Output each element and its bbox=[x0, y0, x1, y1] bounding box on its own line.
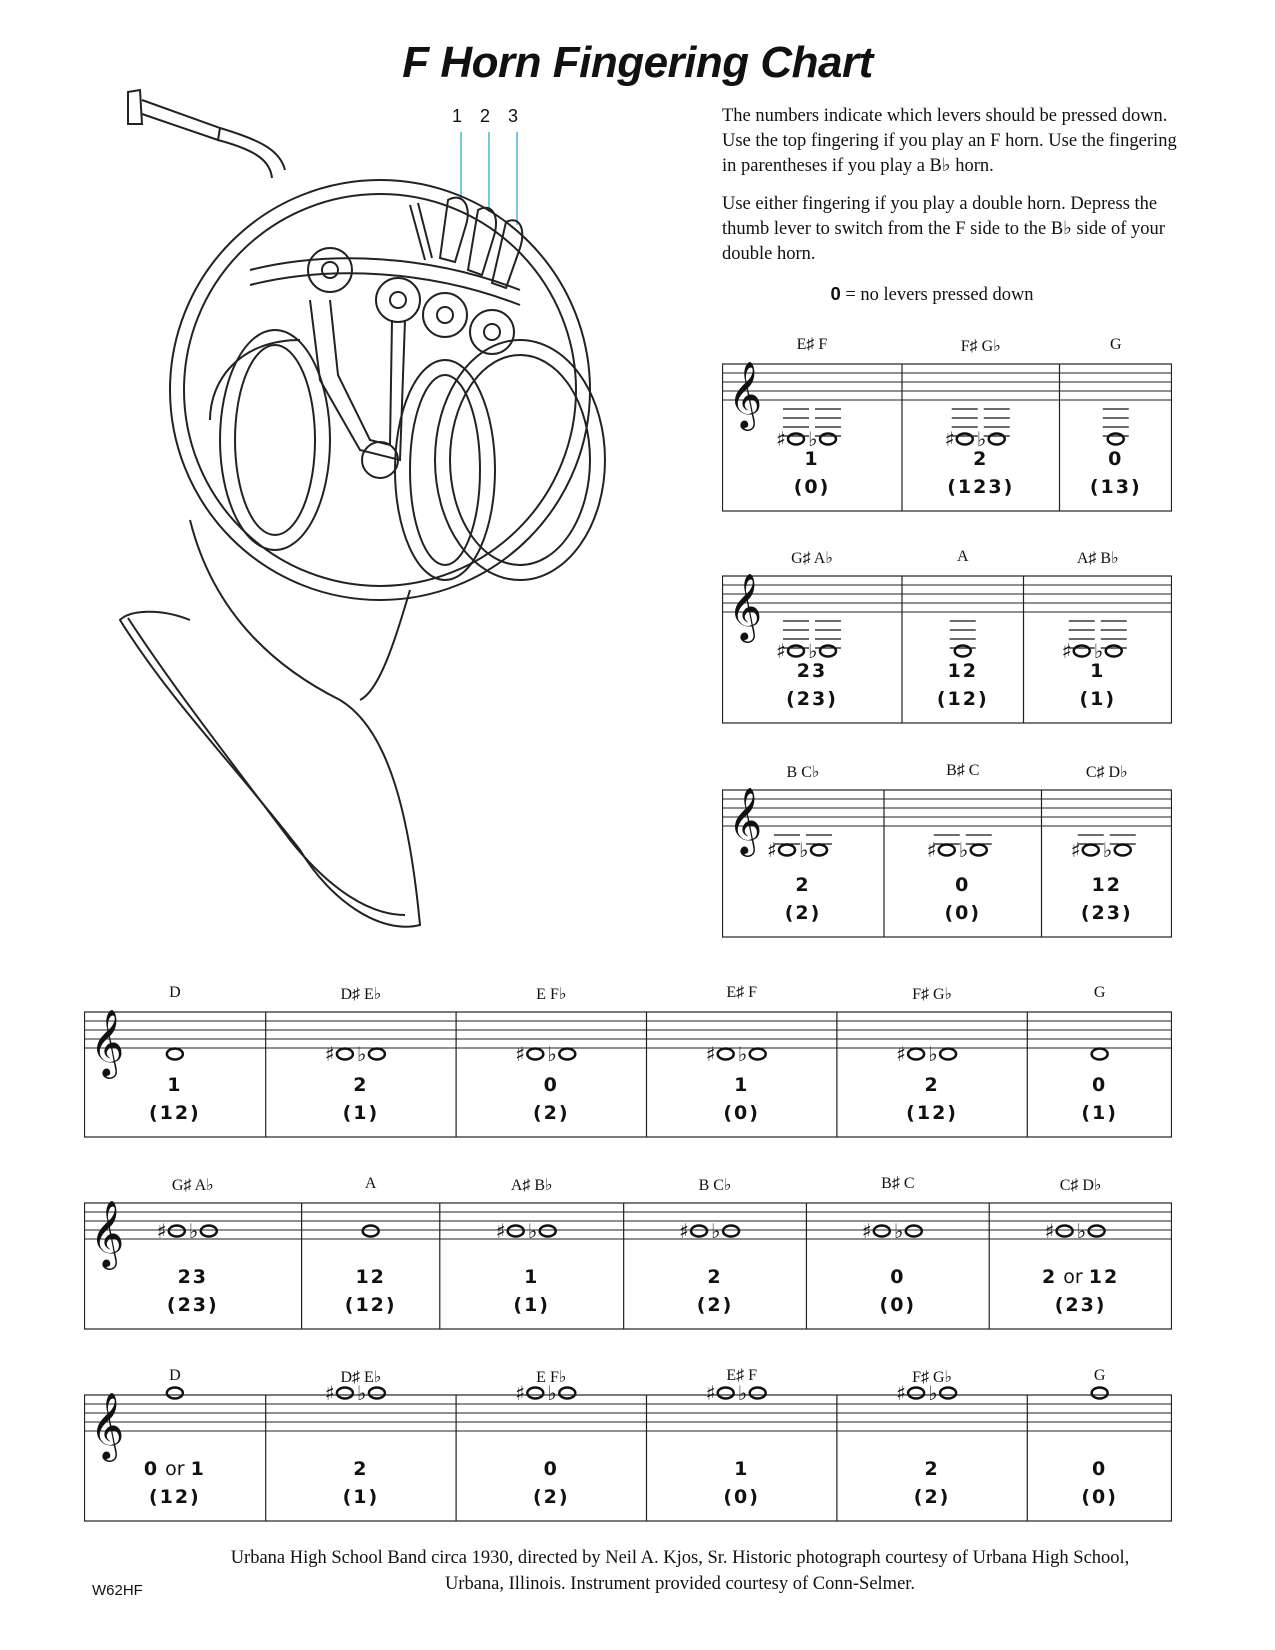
fingering-chart-1 bbox=[722, 336, 1172, 512]
flat-icon: ♭ bbox=[711, 1219, 721, 1243]
note-head bbox=[527, 1049, 543, 1060]
fingering-f-horn: 2 bbox=[795, 874, 811, 896]
flat-icon: ♭ bbox=[799, 838, 809, 862]
note-names: E F♭ bbox=[536, 986, 567, 1003]
note-head bbox=[1108, 434, 1124, 445]
note-names: D bbox=[169, 1367, 181, 1384]
note-head bbox=[820, 434, 836, 445]
fingering-bflat-horn: (23) bbox=[166, 1294, 219, 1316]
fingering-f-horn: 0 bbox=[1108, 448, 1124, 470]
fingering-f-horn: 12 bbox=[1091, 874, 1122, 896]
note-head bbox=[167, 1049, 183, 1060]
lever-number-2: 2 bbox=[480, 106, 491, 126]
fingering-f-horn: 2 bbox=[924, 1458, 940, 1480]
sharp-icon: ♯ bbox=[776, 639, 786, 663]
note-head bbox=[908, 1049, 924, 1060]
fingering-bflat-horn: (13) bbox=[1089, 476, 1142, 498]
sharp-icon: ♯ bbox=[495, 1219, 506, 1243]
fingering-bflat-horn: (123) bbox=[947, 476, 1015, 498]
note-names: D♯ E♭ bbox=[340, 1369, 382, 1386]
note-head bbox=[559, 1388, 575, 1399]
fingering-bflat-horn: (1) bbox=[1079, 688, 1117, 710]
fingering-bflat-horn: (0) bbox=[879, 1294, 917, 1316]
fingering-f-horn: 0 bbox=[543, 1458, 559, 1480]
note-head bbox=[957, 434, 973, 445]
fingering-f-horn: 0 or 1 bbox=[143, 1458, 206, 1480]
note-names: D♯ E♭ bbox=[340, 986, 382, 1003]
note-names: A♯ B♭ bbox=[1076, 550, 1119, 567]
note-names: D bbox=[169, 984, 181, 1001]
fingering-chart-2 bbox=[722, 548, 1172, 724]
sharp-icon: ♯ bbox=[515, 1381, 525, 1405]
flat-icon: ♭ bbox=[188, 1219, 199, 1243]
fingering-bflat-horn: (2) bbox=[784, 902, 822, 924]
treble-clef-icon: 𝄞 bbox=[90, 1008, 125, 1076]
intro-text bbox=[722, 104, 1192, 280]
note-head bbox=[691, 1226, 707, 1237]
french-horn-illustration bbox=[110, 80, 700, 940]
flat-icon: ♭ bbox=[737, 1042, 748, 1066]
fingering-bflat-horn: (0) bbox=[723, 1102, 760, 1124]
flat-icon: ♭ bbox=[527, 1219, 538, 1243]
fingering-bflat-horn: (1) bbox=[513, 1294, 550, 1316]
sharp-icon: ♯ bbox=[776, 427, 786, 451]
note-head bbox=[723, 1226, 739, 1237]
fingering-f-horn: 1 bbox=[804, 448, 820, 470]
fingering-f-horn: 0 bbox=[890, 1266, 906, 1288]
note-names: E F♭ bbox=[536, 1369, 567, 1386]
legend-zero: 0 bbox=[830, 283, 841, 304]
fingering-f-horn: 2 bbox=[924, 1074, 940, 1096]
fingering-chart-5 bbox=[84, 1175, 1172, 1330]
note-head bbox=[337, 1049, 353, 1060]
flat-icon: ♭ bbox=[808, 639, 818, 663]
fingering-f-horn: 2 or 12 bbox=[1041, 1266, 1120, 1288]
fingering-f-horn: 2 bbox=[353, 1074, 369, 1096]
note-names: G♯ A♭ bbox=[791, 550, 833, 567]
note-names: E♯ F bbox=[726, 1367, 758, 1384]
sharp-icon: ♯ bbox=[1061, 639, 1072, 663]
fingering-f-horn: 12 bbox=[947, 660, 978, 682]
fingering-bflat-horn: (12) bbox=[344, 1294, 397, 1316]
note-head bbox=[788, 646, 804, 657]
fingering-bflat-horn: (1) bbox=[1081, 1102, 1118, 1124]
fingering-f-horn: 1 bbox=[167, 1074, 183, 1096]
note-head bbox=[508, 1226, 524, 1237]
note-names: A♯ B♭ bbox=[510, 1177, 553, 1194]
note-names: A bbox=[364, 1175, 377, 1192]
fingering-f-horn: 0 bbox=[543, 1074, 559, 1096]
fingering-f-horn: 23 bbox=[177, 1266, 209, 1288]
sharp-icon: ♯ bbox=[944, 427, 955, 451]
sharp-icon: ♯ bbox=[896, 1042, 906, 1066]
note-names: C♯ D♭ bbox=[1085, 764, 1128, 781]
fingering-f-horn: 1 bbox=[734, 1074, 750, 1096]
fingering-f-horn: 23 bbox=[796, 660, 828, 682]
legend bbox=[722, 283, 1142, 306]
note-names: G bbox=[1093, 984, 1106, 1001]
note-head bbox=[369, 1388, 385, 1399]
fingering-f-horn: 0 bbox=[955, 874, 971, 896]
sharp-icon: ♯ bbox=[515, 1042, 525, 1066]
intro-paragraph-1: The numbers indicate which levers should be pressed down. Use the top fingering if you play an F horn. Use the fingering in parentheses if you play a B♭ horn. bbox=[722, 106, 1177, 176]
note-head bbox=[1074, 646, 1090, 657]
flat-icon: ♭ bbox=[1076, 1219, 1087, 1243]
fingering-bflat-horn: (12) bbox=[936, 688, 989, 710]
flat-icon: ♭ bbox=[976, 427, 987, 451]
fingering-bflat-horn: (23) bbox=[1054, 1294, 1107, 1316]
note-head bbox=[369, 1049, 385, 1060]
note-head bbox=[1057, 1226, 1073, 1237]
sharp-icon: ♯ bbox=[324, 1381, 335, 1405]
flat-icon: ♭ bbox=[1102, 838, 1113, 862]
note-names: E♯ F bbox=[726, 984, 758, 1001]
treble-clef-icon: 𝄞 bbox=[728, 572, 763, 640]
flat-icon: ♭ bbox=[958, 838, 969, 862]
fingering-chart-6 bbox=[84, 1367, 1172, 1522]
flat-icon: ♭ bbox=[928, 1042, 938, 1066]
note-head bbox=[1092, 1388, 1108, 1399]
sharp-icon: ♯ bbox=[861, 1219, 872, 1243]
fingering-bflat-horn: (12) bbox=[148, 1102, 201, 1124]
flat-icon: ♭ bbox=[893, 1219, 904, 1243]
flat-icon: ♭ bbox=[547, 1381, 557, 1405]
note-names: B♯ C bbox=[946, 762, 980, 779]
note-names: B C♭ bbox=[698, 1177, 732, 1194]
fingering-f-horn: 0 bbox=[1092, 1074, 1108, 1096]
fingering-bflat-horn: (1) bbox=[342, 1486, 380, 1508]
lever-number-3: 3 bbox=[508, 106, 519, 126]
sharp-icon: ♯ bbox=[1070, 838, 1081, 862]
note-head bbox=[718, 1049, 734, 1060]
fingering-f-horn: 2 bbox=[973, 448, 989, 470]
note-names: A bbox=[956, 548, 969, 565]
note-head bbox=[559, 1049, 575, 1060]
sharp-icon: ♯ bbox=[705, 1381, 716, 1405]
sharp-icon: ♯ bbox=[679, 1219, 689, 1243]
flat-icon: ♭ bbox=[1093, 639, 1104, 663]
note-names: C♯ D♭ bbox=[1059, 1177, 1102, 1194]
note-head bbox=[788, 434, 804, 445]
note-head bbox=[971, 845, 987, 856]
note-head bbox=[1106, 646, 1122, 657]
legend-text: = no levers pressed down bbox=[845, 285, 1034, 305]
note-head bbox=[940, 1049, 956, 1060]
note-names: G bbox=[1093, 1367, 1106, 1384]
fingering-f-horn: 1 bbox=[524, 1266, 540, 1288]
treble-clef-icon: 𝄞 bbox=[728, 360, 763, 428]
fingering-f-horn: 1 bbox=[734, 1458, 750, 1480]
fingering-bflat-horn: (0) bbox=[944, 902, 982, 924]
note-head bbox=[750, 1049, 766, 1060]
fingering-bflat-horn: (1) bbox=[342, 1102, 380, 1124]
sharp-icon: ♯ bbox=[767, 838, 777, 862]
intro-paragraph-2: Use either fingering if you play a double horn. Depress the thumb lever to switch from the F side to the B♭ side of your double horn. bbox=[722, 194, 1165, 264]
note-head bbox=[908, 1388, 924, 1399]
sharp-icon: ♯ bbox=[1044, 1219, 1055, 1243]
note-head bbox=[337, 1388, 353, 1399]
flat-icon: ♭ bbox=[808, 427, 818, 451]
note-head bbox=[955, 646, 971, 657]
note-head bbox=[1089, 1226, 1105, 1237]
note-head bbox=[939, 845, 955, 856]
note-names: B♯ C bbox=[881, 1175, 915, 1192]
sharp-icon: ♯ bbox=[705, 1042, 716, 1066]
note-head bbox=[363, 1226, 379, 1237]
note-head bbox=[989, 434, 1005, 445]
note-head bbox=[201, 1226, 217, 1237]
flat-icon: ♭ bbox=[356, 1042, 367, 1066]
note-names: B C♭ bbox=[786, 764, 820, 781]
note-head bbox=[169, 1226, 185, 1237]
treble-clef-icon: 𝄞 bbox=[90, 1199, 125, 1267]
fingering-bflat-horn: (0) bbox=[723, 1486, 760, 1508]
treble-clef-icon: 𝄞 bbox=[90, 1391, 125, 1459]
note-head bbox=[906, 1226, 922, 1237]
fingering-f-horn: 2 bbox=[353, 1458, 369, 1480]
fingering-f-horn: 0 bbox=[1092, 1458, 1108, 1480]
product-code: W62HF bbox=[92, 1582, 143, 1599]
note-head bbox=[540, 1226, 556, 1237]
sharp-icon: ♯ bbox=[156, 1219, 167, 1243]
note-head bbox=[167, 1388, 183, 1399]
sharp-icon: ♯ bbox=[926, 838, 937, 862]
fingering-bflat-horn: (23) bbox=[786, 688, 838, 710]
lever-number-1: 1 bbox=[452, 106, 463, 126]
fingering-f-horn: 12 bbox=[355, 1266, 386, 1288]
note-head bbox=[874, 1226, 890, 1237]
fingering-bflat-horn: (12) bbox=[906, 1102, 958, 1124]
fingering-bflat-horn: (2) bbox=[913, 1486, 951, 1508]
fingering-bflat-horn: (12) bbox=[148, 1486, 201, 1508]
fingering-f-horn: 2 bbox=[707, 1266, 723, 1288]
note-names: G bbox=[1109, 336, 1122, 353]
note-names: F♯ G♭ bbox=[912, 986, 953, 1003]
fingering-bflat-horn: (2) bbox=[696, 1294, 734, 1316]
sharp-icon: ♯ bbox=[324, 1042, 335, 1066]
note-names: G♯ A♭ bbox=[171, 1177, 214, 1194]
fingering-f-horn: 1 bbox=[1090, 660, 1106, 682]
fingering-bflat-horn: (23) bbox=[1080, 902, 1133, 924]
fingering-bflat-horn: (0) bbox=[1081, 1486, 1118, 1508]
sharp-icon: ♯ bbox=[896, 1381, 906, 1405]
note-head bbox=[1092, 1049, 1108, 1060]
treble-clef-icon: 𝄞 bbox=[728, 786, 763, 854]
note-head bbox=[820, 646, 836, 657]
note-head bbox=[779, 845, 795, 856]
note-names: E♯ F bbox=[796, 336, 828, 353]
page-title: F Horn Fingering Chart bbox=[402, 38, 873, 87]
fingering-bflat-horn: (0) bbox=[793, 476, 831, 498]
note-head bbox=[811, 845, 827, 856]
flat-icon: ♭ bbox=[547, 1042, 557, 1066]
note-names: F♯ G♭ bbox=[912, 1369, 953, 1386]
note-head bbox=[527, 1388, 543, 1399]
flat-icon: ♭ bbox=[928, 1381, 938, 1405]
flat-icon: ♭ bbox=[737, 1381, 748, 1405]
note-head bbox=[750, 1388, 766, 1399]
note-head bbox=[1115, 845, 1131, 856]
note-names: F♯ G♭ bbox=[960, 338, 1001, 355]
fingering-chart-3 bbox=[722, 762, 1172, 938]
fingering-bflat-horn: (2) bbox=[532, 1486, 570, 1508]
note-head bbox=[1083, 845, 1099, 856]
photo-caption: Urbana High School Band circa 1930, directed by Neil A. Kjos, Sr. Historic photograph courtesy of Urbana High School, Urbana, Illinois. Instrument provided courtesy of Conn-Selmer. bbox=[230, 1548, 1130, 1594]
note-head bbox=[718, 1388, 734, 1399]
fingering-chart-4 bbox=[84, 984, 1172, 1138]
note-head bbox=[940, 1388, 956, 1399]
fingering-bflat-horn: (2) bbox=[532, 1102, 570, 1124]
flat-icon: ♭ bbox=[356, 1381, 367, 1405]
